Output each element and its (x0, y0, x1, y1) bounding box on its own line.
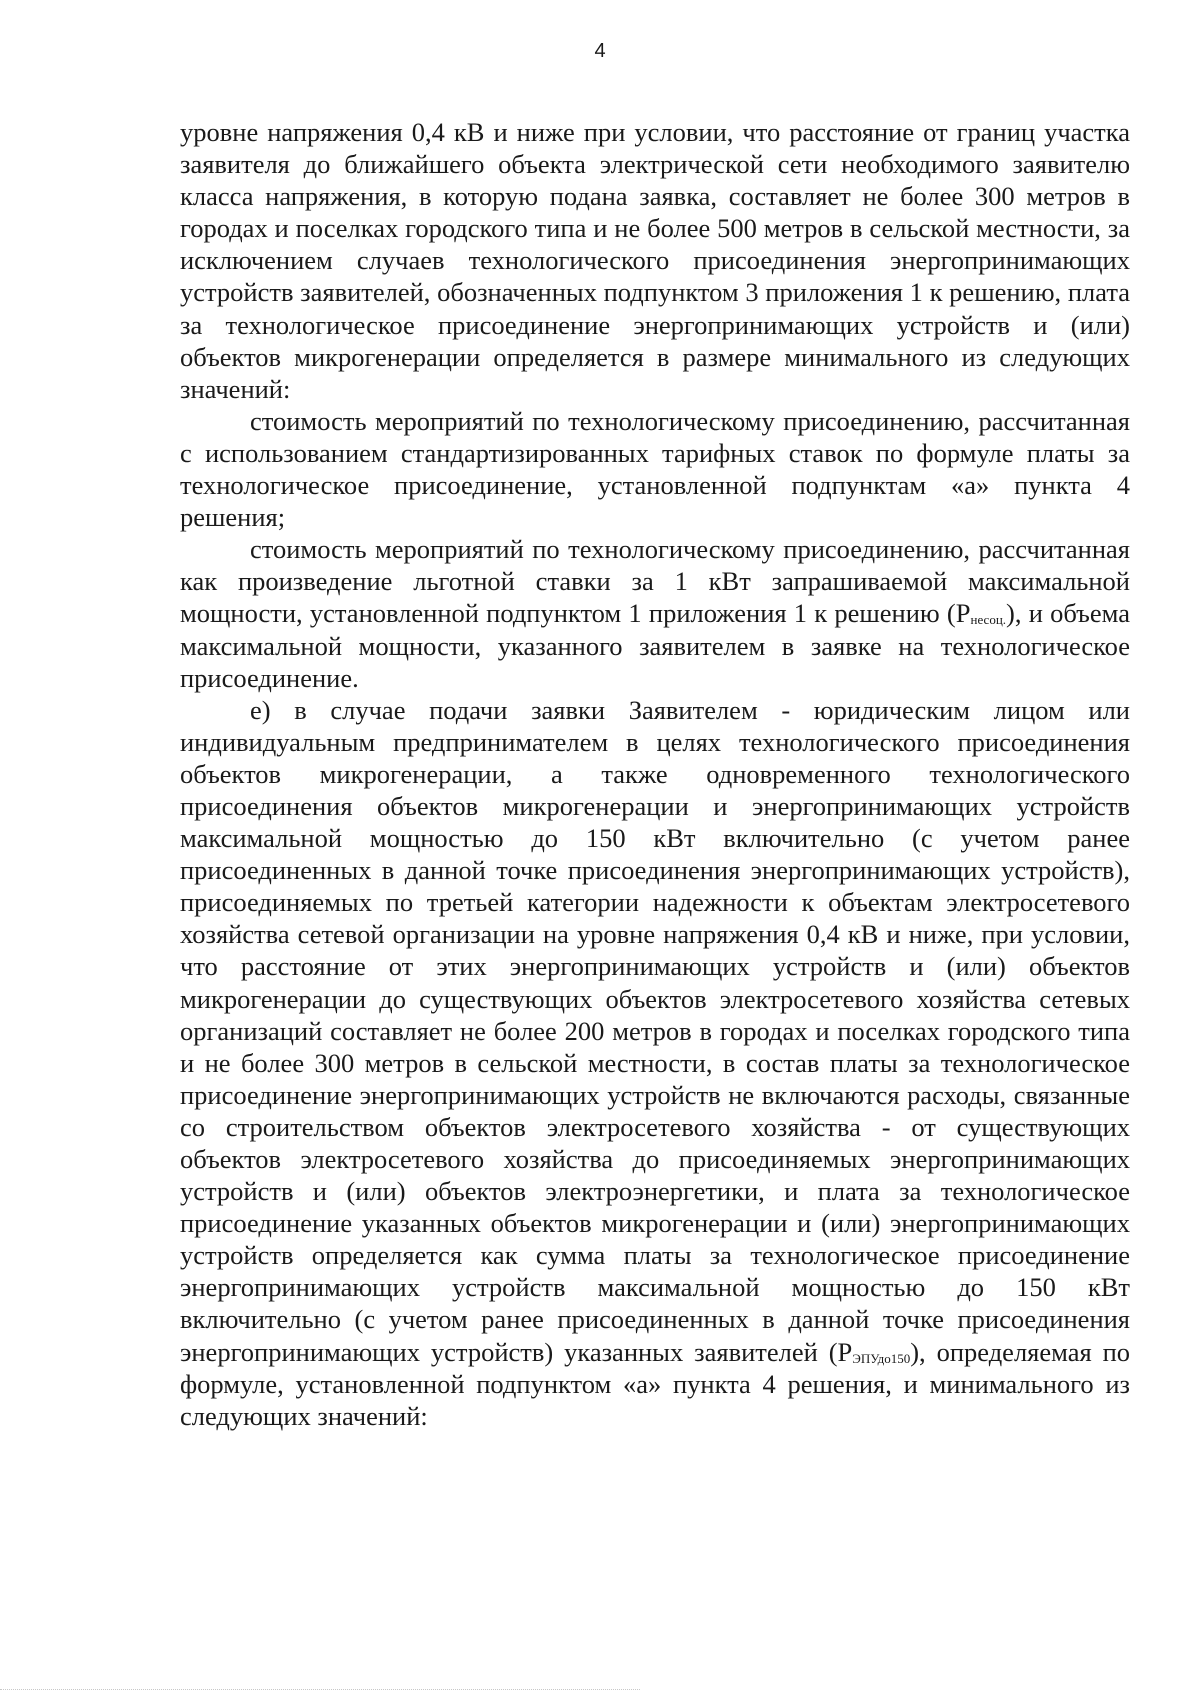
document-body (180, 116, 1130, 1432)
paragraph-item-e (180, 694, 1130, 1432)
scan-edge-artifact (0, 1689, 640, 1690)
subscript-p-nesots: несоц. (970, 612, 1007, 628)
page-number: 4 (594, 40, 606, 62)
paragraph-cost-standard-rates: стоимость мероприятий по технологическому присоединению, рассчитанная с использованием стандартизированных тарифных ставок по формуле платы за технологическое присоединение, установленной подпунктам «а» пункта 4 решения; (180, 405, 1130, 533)
paragraph-text-part: е) в случае подачи заявки Заявителем - юридическим лицом или индивидуальным предпринимателем в целях технологического присоединения объектов микрогенерации, а также одновременного технологического присоединения объектов микрогенерации и энергопринимающих устройств максимальной мощностью до 150 кВт включительно (с учетом ранее присоединенных в данной точке присоединения энергопринимающих устройств), присоединяемых по третьей категории надежности к объектам электросетевого хозяйства сетевой организации на уровне напряжения 0,4 кВ и ниже, при условии, что расстояние от этих энергопринимающих устройств и (или) объектов микрогенерации до существующих объектов электросетевого хозяйства сетевых организаций составляет не более 200 метров в городах и поселках городского типа и не более 300 метров в сельской местности, в состав платы за технологическое присоединение энергопринимающих устройств не включаются расходы, связанные со строительством объектов электросетевого хозяйства - от существующих объектов электросетевого хозяйства до присоединяемых энергопринимающих устройств и (или) объектов электроэнергетики, и плата за технологическое присоединение указанных объектов микрогенерации и (или) энергопринимающих устройств определяется как сумма платы за технологическое присоединение энергопринимающих устройств максимальной мощностью до 150 кВт включительно (с учетом ранее присоединенных в данной точке присоединения энергопринимающих устройств) указанных заявителей (Р (180, 694, 1130, 1367)
paragraph-text-part: ), определяемая по формуле, установленной подпунктом «а» пункта 4 решения, и минимального из следующих значений: (180, 1336, 1131, 1431)
paragraph-text-part: ), и объема максимальной мощности, указанного заявителем в заявке на технологическое присоединение. (180, 598, 1130, 693)
subscript-p-epu150: ЭПУдо150 (852, 1350, 911, 1366)
paragraph-continuation: уровне напряжения 0,4 кВ и ниже при условии, что расстояние от границ участка заявителя до ближайшего объекта электрической сети необходимого заявителю класса напряжения, в которую подана заявка, составляет не более 300 метров в городах и поселках городского типа и не более 500 метров в сельской местности, за исключением случаев технологического присоединения энергопринимающих устройств заявителей, обозначенных подпунктом 3 приложения 1 к решению, плата за технологическое присоединение энергопринимающих устройств и (или) объектов микрогенерации определяется в размере минимального из следующих значений: (180, 117, 1130, 404)
paragraph-cost-preferential-rate (180, 533, 1130, 693)
paragraph-text-part: стоимость мероприятий по технологическому присоединению, рассчитанная как произведение льготной ставки за 1 кВт запрашиваемой максимальной мощности, установленной подпунктом 1 приложения 1 к решению (Р (180, 534, 1130, 629)
